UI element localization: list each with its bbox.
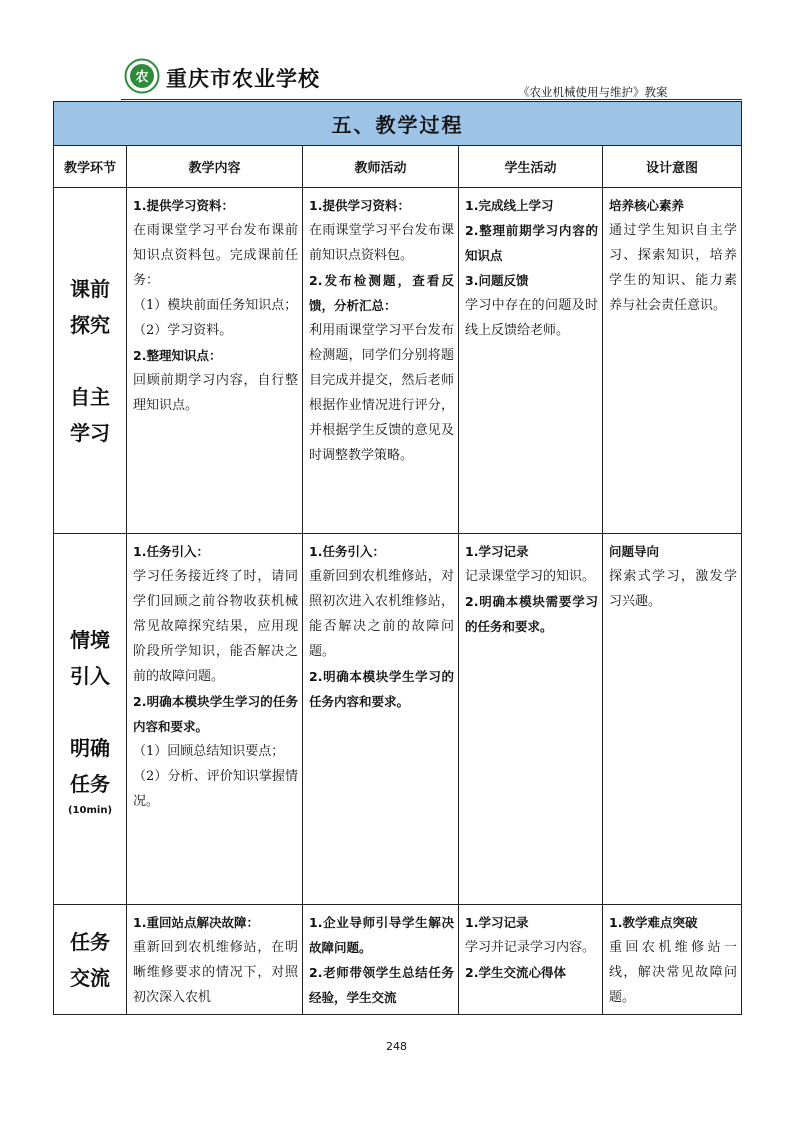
- cell-heading: 1.重回站点解决故障：: [133, 915, 259, 930]
- document-title: 《农业机械使用与维护》教案: [518, 85, 668, 99]
- intent-cell: [603, 534, 742, 905]
- school-name: 重庆市农业学校: [166, 66, 320, 91]
- stage-label-line: 引入: [70, 663, 110, 688]
- cell-heading: 2.明确本模块需要学习的任务和要求。: [465, 594, 598, 634]
- cell-heading: 1.提供学习资料：: [133, 198, 234, 213]
- content-cell: [127, 905, 303, 1015]
- cell-heading: 1.提供学习资料：: [309, 198, 410, 213]
- school-logo: [124, 58, 160, 94]
- stage-cell: [54, 534, 127, 905]
- logo-glyph: 农: [135, 70, 149, 85]
- column-header: 教学内容: [127, 146, 303, 188]
- table-row: [54, 534, 742, 905]
- cell-paragraph: 在雨课堂学习平台发布课前知识点资料包。完成课前任务：: [133, 223, 298, 288]
- content-cell: [127, 534, 303, 905]
- cell-heading: 1.学习记录: [465, 915, 529, 930]
- stage-cell: [54, 188, 127, 534]
- cell-heading: 培养核心素养: [609, 198, 685, 213]
- teaching-process-table: [53, 101, 742, 1015]
- stage-gap: [54, 343, 126, 379]
- cell-paragraph: 回顾前期学习内容，自行整理知识点。: [133, 373, 298, 413]
- stage-label-line: 学习: [70, 420, 110, 445]
- cell-paragraph: （2）分析、评价知识掌握情况。: [133, 769, 298, 809]
- cell-paragraph: 重回农机维修站一线，解决常见故障问题。: [609, 940, 738, 1005]
- cell-heading: 1.教学难点突破: [609, 915, 698, 930]
- table-row: [54, 905, 742, 1015]
- cell-paragraph: （1）模块前面任务知识点；: [133, 298, 298, 313]
- cell-paragraph: （1）回顾总结知识要点；: [133, 744, 285, 759]
- cell-heading: 2.学生交流心得体: [465, 965, 566, 980]
- cell-heading: 2.整理前期学习内容的知识点: [465, 223, 598, 263]
- stage-label-line: 明确: [70, 735, 110, 760]
- student-cell: [459, 188, 603, 534]
- stage-label-line: 交流: [70, 965, 110, 990]
- cell-heading: 1.企业导师引导学生解决故障问题。: [309, 915, 454, 955]
- content-cell: [127, 188, 303, 534]
- cell-heading: 2.老师带领学生总结任务经验，学生交流: [309, 965, 454, 1005]
- stage-label-line: 自主: [70, 384, 110, 409]
- cell-heading: 2.明确本模块学生学习的任务内容和要求。: [309, 669, 454, 709]
- intent-cell: [603, 905, 742, 1015]
- column-header: 教师活动: [303, 146, 459, 188]
- cell-heading: 1.学习记录: [465, 544, 529, 559]
- cell-paragraph: 重新回到农机维修站，对照初次进入农机维修站，能否解决之前的故障问题。: [309, 569, 454, 659]
- cell-heading: 2.发布检测题，查看反馈，分析汇总：: [309, 273, 454, 313]
- stage-label-line: 探究: [70, 312, 110, 337]
- teacher-cell: [303, 188, 459, 534]
- student-cell: [459, 905, 603, 1015]
- page-number: 248: [386, 1040, 407, 1053]
- cell-paragraph: 通过学生知识自主学习、探索知识，培养学生的知识、能力素养与社会责任意识。: [609, 223, 738, 313]
- column-header: 学生活动: [459, 146, 603, 188]
- cell-heading: 问题导向: [609, 544, 660, 559]
- teacher-cell: [303, 905, 459, 1015]
- stage-cell: [54, 905, 127, 1015]
- column-header: 教学环节: [54, 146, 127, 188]
- stage-label-line: 课前: [70, 276, 110, 301]
- cell-paragraph: 学习中存在的问题及时线上反馈给老师。: [465, 298, 598, 338]
- column-header: 设计意图: [603, 146, 742, 188]
- stage-duration: (10min): [67, 804, 113, 816]
- cell-heading: 2.整理知识点：: [133, 348, 222, 363]
- stage-label-line: 任务: [70, 771, 110, 796]
- stage-label-line: 情境: [70, 627, 110, 652]
- table-row: [54, 188, 742, 534]
- section-title: 五、教学过程: [54, 102, 742, 146]
- student-cell: [459, 534, 603, 905]
- cell-paragraph: 重新回到农机维修站，在明晰维修要求的情况下，对照初次深入农机: [133, 940, 298, 1005]
- cell-paragraph: 在雨课堂学习平台发布课前知识点资料包。: [309, 223, 454, 263]
- cell-heading: 1.任务引入：: [309, 544, 385, 559]
- intent-cell: [603, 188, 742, 534]
- cell-heading: 1.任务引入：: [133, 544, 209, 559]
- table-header-row: [54, 146, 742, 188]
- cell-heading: 3.问题反馈: [465, 273, 529, 288]
- cell-heading: 1.完成线上学习: [465, 198, 554, 213]
- cell-paragraph: 记录课堂学习的知识。: [465, 569, 596, 584]
- cell-paragraph: 探索式学习，激发学习兴趣。: [609, 569, 738, 609]
- teacher-cell: [303, 534, 459, 905]
- stage-label-line: 任务: [70, 929, 110, 954]
- cell-paragraph: 学习并记录学习内容。: [465, 940, 596, 955]
- stage-gap: [54, 694, 126, 730]
- cell-paragraph: 学习任务接近终了时，请同学们回顾之前谷物收获机械常见故障探究结果，应用现阶段所学知识，能否解决之前的故障问题。: [133, 569, 298, 684]
- header-rule: [121, 99, 742, 100]
- cell-heading: 2.明确本模块学生学习的任务内容和要求。: [133, 694, 298, 734]
- cell-paragraph: （2）学习资料。: [133, 323, 233, 338]
- cell-paragraph: 利用雨课堂学习平台发布检测题，同学们分别将题目完成并提交，然后老师根据作业情况进行评分，并根据学生反馈的意见及时调整教学策略。: [309, 323, 454, 463]
